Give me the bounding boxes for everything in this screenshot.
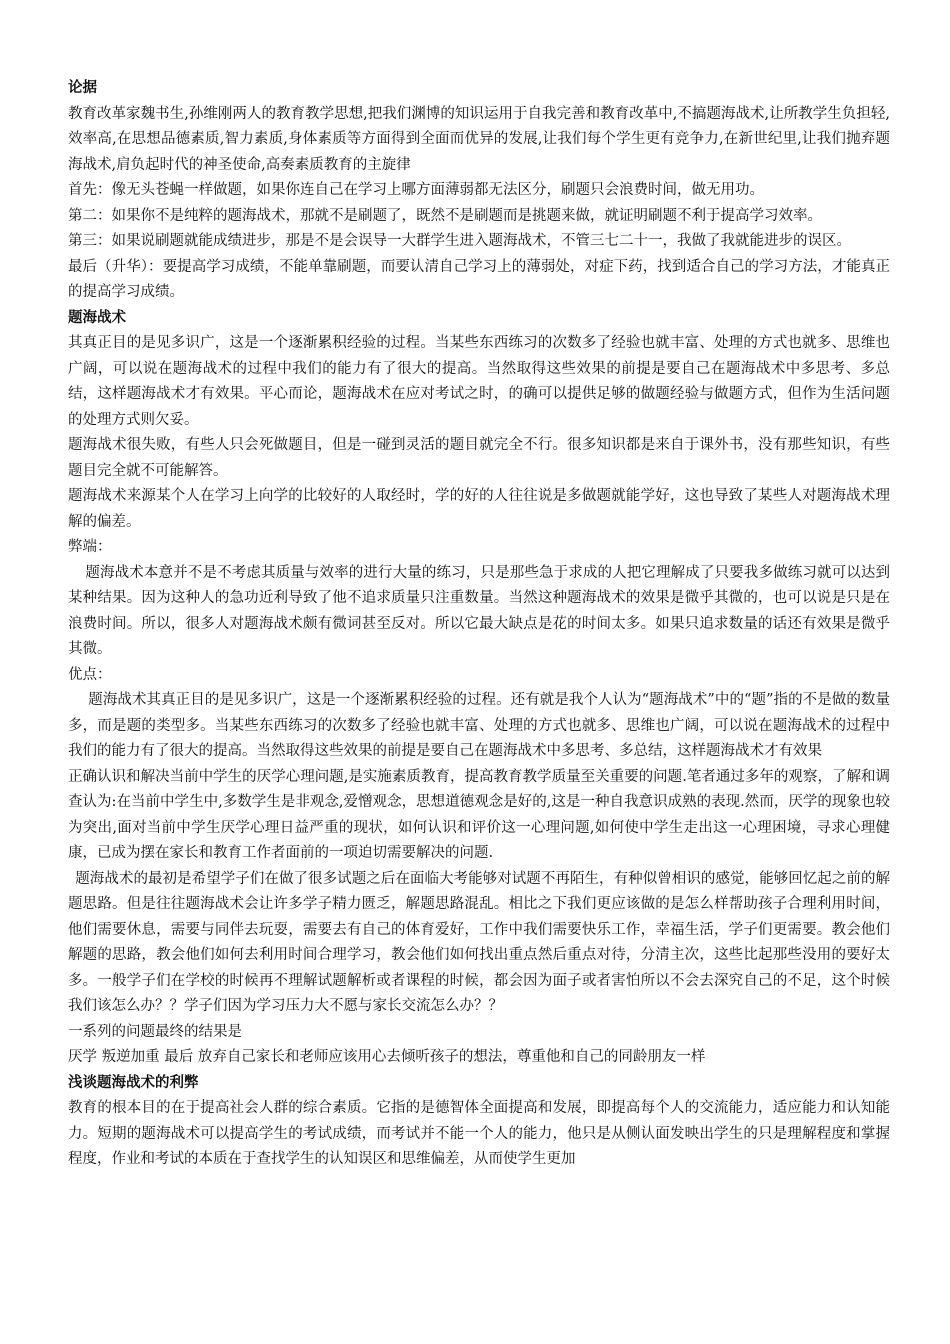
label-disadvantages: 弊端：	[68, 539, 112, 555]
paragraph: 最后（升华）：要提高学习成绩，不能单靠刷题，而要认清自己学习上的薄弱处，对症下药，找到适合自己的学习方法，才能真正的提高学习成绩。	[68, 258, 890, 300]
paragraph: 题海战术本意并不是不考虑其质量与效率的进行大量的练习，只是那些急于求成的人把它理解成了只要我多做练习就可以达到某种结果。因为这种人的急功近利导致了他不追求质量只注重数量。当然这种题海战术的效果是微乎其微的，也可以说是只是在浪费时间。所以，很多人对题海战术颇有微词甚至反对。所以它最大缺点是花的时间太多。如果只追求数量的话还有效果是微乎其微。	[68, 564, 890, 657]
paragraph: 第三：如果说刷题就能成绩进步，那是不是会误导一大群学生进入题海战术，不管三七二十一，我做了我就能进步的误区。	[68, 233, 851, 249]
heading-arguments: 论据	[68, 80, 97, 96]
paragraph: 教育改革家魏书生,孙维刚两人的教育教学思想,把我们渊博的知识运用于自我完善和教育改革中,不搞题海战术,让所教学生负担轻,效率高,在思想品德素质,智力素质,身体素质等方面得到全面而优异的发展,让我们每个学生更有竞争力,在新世纪里,让我们抛弃题海战术,肩负起时代的神圣使命,高奏素质教育的主旋律	[68, 105, 890, 173]
paragraph: 教育的根本目的在于提高社会人群的综合素质。它指的是德智体全面提高和发展，即提高每个人的交流能力，适应能力和认知能力。短期的题海战术可以提高学生的考试成绩，而考试并不能一个人的能力，他只是从侧认面发映出学生的只是理解程度和掌握程度，作业和考试的本质在于查找学生的认知误区和思维偏差，从而使学生更加	[68, 1100, 890, 1167]
paragraph: 题海战术的最初是希望学子们在做了很多试题之后在面临大考能够对试题不再陌生，有种似曾相识的感觉，能够回忆起之前的解题思路。但是往往题海战术会让许多学子精力匮乏，解题思路混乱。相比之下我们更应该做的是怎么样帮助孩子合理利用时间，他们需要休息，需要与同伴去玩耍，需要去有自己的体育爱好，工作中我们需要快乐工作，幸福生活，学子们更需要。教会他们解题的思路，教会他们如何去利用时间合理学习，教会他们如何找出重点然后重点对待，分清主次，这些比起那些没用的要好太多。一般学子们在学校的时候再不理解试题解析或者课程的时候，都会因为面子或者害怕所以不会去深究自己的不足，这个时候我们该怎么办？？学子们因为学习压力大不愿与家长交流怎么办？？	[68, 870, 890, 1014]
paragraph: 题海战术来源某个人在学习上向学的比较好的人取经时，学的好的人往往说是多做题就能学好，这也导致了某些人对题海战术理解的偏差。	[68, 488, 890, 530]
paragraph: 厌学 叛逆加重 最后 放弃自己家长和老师应该用心去倾听孩子的想法，尊重他和自己的同龄朋友一样	[68, 1049, 706, 1065]
label-advantages: 优点：	[68, 666, 112, 683]
document-page	[68, 76, 890, 1173]
paragraph: 其真正目的是见多识广，这是一个逐渐累积经验的过程。当某些东西练习的次数多了经验也就丰富、处理的方式也就多、思维也广阔，可以说在题海战术的过程中我们的能力有了很大的提高。当然取得这些效果的前提是要自己在题海战术中多思考、多总结，这样题海战术才有效果。平心而论，题海战术在应对考试之时，的确可以提供足够的做题经验与做题方式，但作为生活问题的处理方式则欠妥。	[68, 335, 890, 428]
heading-pros-and-cons: 浅谈题海战术的利弊	[68, 1074, 199, 1091]
paragraph: 题海战术很失败，有些人只会死做题目，但是一碰到灵活的题目就完全不行。很多知识都是来自于课外书，没有那些知识，有些题目完全就不可能解答。	[68, 437, 890, 479]
paragraph: 第二：如果你不是纯粹的题海战术，那就不是刷题了，既然不是刷题而是挑题来做，就证明刷题不利于提高学习效率。	[68, 207, 822, 224]
paragraph: 正确认识和解决当前中学生的厌学心理问题,是实施素质教育，提高教育教学质量至关重要的问题.笔者通过多年的观察，了解和调查认为:在当前中学生中,多数学生是非观念,爱憎观念，思想道德观念是好的,这是一种自我意识成熟的表现.然而，厌学的现象也较为突出,面对当前中学生厌学心理日益严重的现状，如何认识和评价这一心理问题,如何使中学生走出这一心理困境，寻求心理健康，已成为摆在家长和教育工作者面前的一项迫切需要解决的问题.	[68, 768, 890, 861]
heading-question-sea-tactics: 题海战术	[68, 309, 126, 326]
paragraph: 题海战术其真正目的是见多识广，这是一个逐渐累积经验的过程。还有就是我个人认为“题海战术”中的“题”指的不是做的数量多，而是题的类型多。当某些东西练习的次数多了经验也就丰富、处理的方式也就多、思维也广阔，可以说在题海战术的过程中我们的能力有了很大的提高。当然取得这些效果的前提是要自己在题海战术中多思考、多总结，这样题海战术才有效果	[68, 692, 890, 759]
paragraph: 首先：像无头苍蝇一样做题，如果你连自己在学习上哪方面薄弱都无法区分，刷题只会浪费时间，做无用功。	[68, 182, 764, 198]
paragraph: 一系列的问题最终的结果是	[68, 1023, 242, 1040]
